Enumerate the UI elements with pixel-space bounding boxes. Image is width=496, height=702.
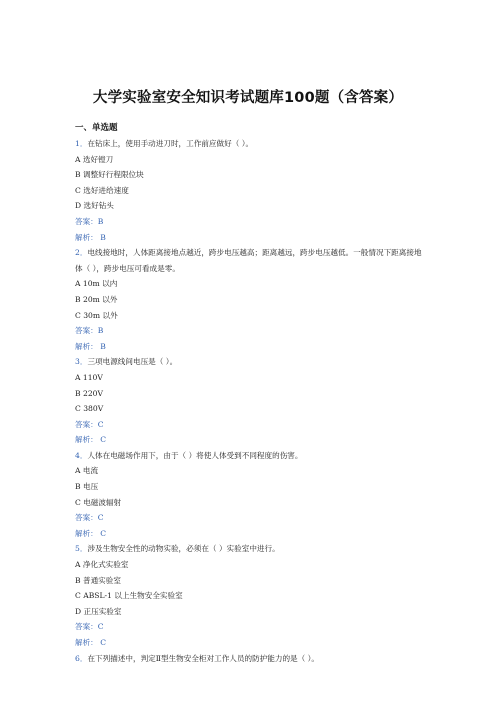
- option: B 普通实验室: [75, 575, 121, 585]
- question-number: 4．: [75, 450, 88, 460]
- option: C 30m 以外: [75, 310, 118, 320]
- question-text: 三项电源线间电压是（ ）。: [87, 357, 178, 367]
- answer: 答案：C: [75, 419, 104, 429]
- question-text: 电线接地时，人体距离接地点越近，跨步电压越高；距离越远，跨步电压越低。一般情况下距离接地体（ ），跨步电压可看成是零。: [75, 248, 422, 273]
- question-number: 5．: [75, 544, 88, 554]
- analysis: 解析： C: [75, 528, 107, 538]
- section-heading: 一、单选题: [75, 123, 118, 133]
- option: B 220V: [75, 388, 103, 398]
- question-number: 3．: [75, 357, 88, 367]
- question-text: 涉及生物安全性的动物实验，必须在（ ）实验室中进行。: [87, 544, 280, 554]
- question-5: [75, 541, 425, 557]
- option: B 电压: [75, 482, 99, 492]
- question-text: 在钻床上，使用手动进刀时，工作前应做好（ ）。: [87, 139, 254, 148]
- question-number: 1．: [75, 139, 88, 148]
- option: A 选好镗刀: [75, 154, 114, 164]
- option: A 110V: [75, 372, 103, 382]
- option: A 净化式实验室: [75, 560, 129, 570]
- question-number: 6．: [75, 653, 88, 663]
- question-4: [75, 448, 425, 464]
- option: C 电磁波辐射: [75, 497, 122, 507]
- question-list: [75, 120, 425, 666]
- option: C 380V: [75, 404, 104, 414]
- analysis: 解析： C: [75, 435, 107, 445]
- option: C ABSL-1 以上生物安全实验室: [75, 591, 183, 601]
- analysis: 解析： C: [75, 638, 107, 647]
- option: A 10m 以内: [75, 279, 118, 289]
- option: D 正压实验室: [75, 606, 122, 616]
- question-6: [75, 651, 425, 667]
- question-3: [75, 354, 425, 370]
- page-title: 大学实验室安全知识考试题库100题（含答案）: [92, 90, 404, 106]
- question-2: [75, 245, 425, 276]
- option: B 调整好行程限位块: [75, 170, 144, 180]
- option: A 电流: [75, 466, 99, 476]
- analysis: 解析： B: [75, 232, 106, 242]
- option: C 选好进给速度: [75, 185, 129, 195]
- answer: 答案：B: [75, 326, 104, 336]
- analysis: 解析： B: [75, 341, 106, 351]
- question-1: [75, 136, 425, 152]
- question-text: 人体在电磁场作用下，由于（ ）将使人体受到不同程度的伤害。: [87, 450, 303, 460]
- option: D 选好钻头: [75, 201, 114, 211]
- answer: 答案：C: [75, 622, 104, 632]
- answer: 答案：B: [75, 216, 104, 226]
- option: B 20m 以外: [75, 294, 118, 304]
- question-number: 2．: [75, 248, 88, 258]
- answer: 答案：C: [75, 513, 104, 523]
- question-text: 在下列描述中，判定Ⅱ型生物安全柜对工作人员的防护能力的是（ ）。: [87, 653, 320, 663]
